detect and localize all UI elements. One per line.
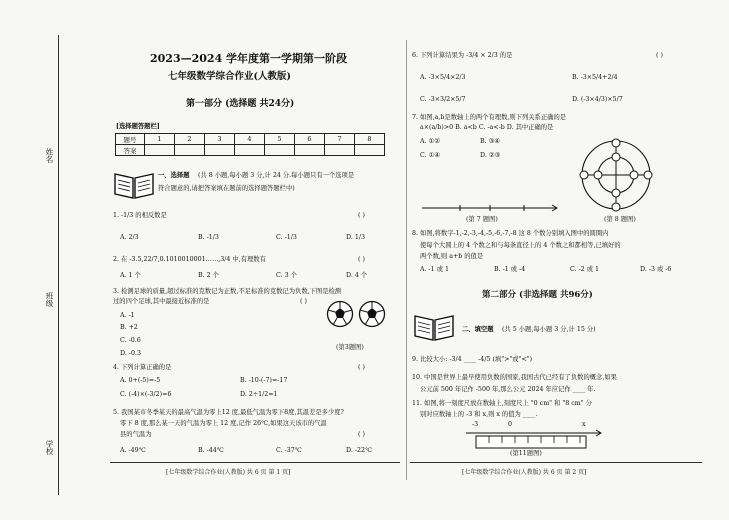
answer-table xyxy=(115,133,385,156)
answer-cell[interactable] xyxy=(265,145,295,156)
q-number: 1 xyxy=(145,134,175,145)
row-label-number: 题号 xyxy=(116,134,145,145)
ruler-figure xyxy=(464,429,604,451)
q4-option-c[interactable]: C. (-4)×(-3/2)=6 xyxy=(120,391,172,398)
column-divider xyxy=(406,40,407,480)
q10-stem: 10. 中国是世界上最早使用负数的国家,我国古代已经有了负数的概念,如果 xyxy=(412,374,617,381)
q11-figure-label: (第11题图) xyxy=(510,450,542,457)
q7-stem-2: a×(a/b)>0 B. a<b C. -a<-b D. 其中正确的是 xyxy=(420,124,554,131)
q-number: 4 xyxy=(235,134,265,145)
q2-stem: 2. 在 -3.5,22/7,0.1010010001……,3/4 中,有理数有 xyxy=(113,256,266,263)
page-footer-right: [七年级数学综合作业(人教版) 共 6 页 第 2 页] xyxy=(462,469,587,476)
answer-table-header-row xyxy=(116,134,385,145)
answer-cell[interactable] xyxy=(325,145,355,156)
ruler-label-x: x xyxy=(582,421,586,428)
q3-option-b[interactable]: B. +2 xyxy=(120,324,138,331)
q5-option-c[interactable]: C. -37℃ xyxy=(276,447,302,454)
footer-divider xyxy=(110,462,400,463)
q1-option-d[interactable]: D. 1/3 xyxy=(346,234,365,241)
q7-figure-label: (第 7 题图) xyxy=(466,216,498,223)
q3-stem: 3. 检测足球的质量,超过标准的克数记为正数,不足标准的克数记为负数,下图是检测 xyxy=(113,288,342,295)
q5-option-d[interactable]: D. -22℃ xyxy=(346,447,373,454)
answer-cell[interactable] xyxy=(355,145,385,156)
answer-table-answer-row xyxy=(116,145,385,156)
section2-instructions: (共 5 小题,每小题 3 分,计 15 分) xyxy=(502,326,596,333)
q1-bracket[interactable]: ( ) xyxy=(358,212,365,219)
q-number: 5 xyxy=(265,134,295,145)
row-label-answer: 答案 xyxy=(116,145,145,156)
q2-option-c[interactable]: C. 3 个 xyxy=(276,272,297,279)
q3-bracket[interactable]: ( ) xyxy=(300,298,307,305)
ruler-label-neg3: -3 xyxy=(472,421,479,428)
q4-stem: 4. 下列计算正确的是 xyxy=(113,364,172,371)
answer-cell[interactable] xyxy=(235,145,265,156)
q8-option-c[interactable]: C. -2 或 1 xyxy=(570,266,600,273)
section1-instructions-2: 符合题意的,请把答案填在题前的选择题答题栏中) xyxy=(158,185,295,192)
q-number: 3 xyxy=(205,134,235,145)
q7-option-d[interactable]: D. ②③ xyxy=(480,152,501,159)
q1-stem: 1. -1/3 的相反数是 xyxy=(113,212,167,219)
part1-title: 第一部分 (选择题 共24分) xyxy=(186,99,295,109)
q3-option-a[interactable]: A. -1 xyxy=(120,312,135,319)
q7-option-b[interactable]: B. ③④ xyxy=(480,138,500,145)
q11-stem: 11. 如图,将一刻度尺放在数轴上,刻度尺上 "0 cm" 和 "8 cm" 分 xyxy=(412,400,592,407)
q2-option-b[interactable]: B. 2 个 xyxy=(198,272,219,279)
answer-cell[interactable] xyxy=(205,145,235,156)
section1-heading: 一、选择题 xyxy=(158,172,190,179)
book-icon xyxy=(112,168,156,200)
answer-cell[interactable] xyxy=(175,145,205,156)
circle-diagram-figure xyxy=(568,138,664,212)
q3-figure-label: (第3题图) xyxy=(336,344,364,351)
soccer-ball-icon xyxy=(326,300,354,328)
book-icon xyxy=(412,310,456,342)
q8-option-a[interactable]: A. -1 或 1 xyxy=(420,266,449,273)
answer-table-caption: [选择题答题栏] xyxy=(116,123,160,130)
q11-stem-2: 别对应数轴上的 -3 和 x,则 x 的值为 ____. xyxy=(420,411,538,418)
q6-stem: 6. 下列计算结果为 -3/4 × 2/3 的是 xyxy=(412,52,513,59)
q4-bracket[interactable]: ( ) xyxy=(358,364,365,371)
q10-stem-2: 公元前 500 年记作 -500 年,那么公元 2024 年应记作 ____ 年. xyxy=(420,386,596,393)
q5-stem: 5. 我国某市冬季某天的最高气温为零上12 度,最低气温为零下8度,其温差是多少度? xyxy=(113,409,344,416)
q8-option-d[interactable]: D. -3 或 -6 xyxy=(640,266,672,273)
q5-option-b[interactable]: B. -44℃ xyxy=(198,447,224,454)
page-footer-left: [七年级数学综合作业(人教版) 共 6 页 第 1 页] xyxy=(166,469,291,476)
q7-option-c[interactable]: C. ①④ xyxy=(420,152,440,159)
q9-stem: 9. 比较大小: -3/4 ____ -4/5 (填">"或"<") xyxy=(412,356,533,363)
q3-option-d[interactable]: D. -0.3 xyxy=(120,350,141,357)
q6-option-b[interactable]: B. -3×5/4+2/4 xyxy=(572,74,618,81)
q1-option-a[interactable]: A. 2/3 xyxy=(120,234,139,241)
q2-option-a[interactable]: A. 1 个 xyxy=(120,272,141,279)
q4-option-a[interactable]: A. 0+(-5)=-5 xyxy=(120,377,161,384)
q-number: 6 xyxy=(295,134,325,145)
section2-heading: 二、填空题 xyxy=(462,326,494,333)
q1-option-b[interactable]: B. -1/3 xyxy=(198,234,219,241)
answer-cell[interactable] xyxy=(145,145,175,156)
number-line-figure xyxy=(420,200,560,216)
q8-stem-3: 两个数,则 a+b 的值是 xyxy=(420,253,484,260)
q5-stem-3: 县的气温为 xyxy=(120,431,152,438)
binding-line xyxy=(58,35,59,495)
q8-stem: 8. 如图,将数字-1,-2,-3,-4,-5,-6,-7,-8 这 8 个数分别填入图中的圆圈内 xyxy=(412,230,609,237)
q4-option-b[interactable]: B. -10-(-7)=-17 xyxy=(240,377,288,384)
q5-bracket[interactable]: ( ) xyxy=(358,431,365,438)
q2-bracket[interactable]: ( ) xyxy=(358,256,365,263)
q5-stem-2: 零下 8 度,那么某一天的气温为零上 12 度,记作 26℃,如果这天该市的气温 xyxy=(120,420,327,427)
exam-subtitle: 七年级数学综合作业(人教版) xyxy=(168,71,291,82)
q4-option-d[interactable]: D. 2÷1/2=1 xyxy=(240,391,278,398)
q6-bracket[interactable]: ( ) xyxy=(656,52,663,59)
q3-stem-2: 过的四个足球,其中最接近标准的是 xyxy=(113,298,210,305)
q8-stem-2: 使每个大圆上的 4 个数之和与每条直径上的 4 个数之和都相等,已填好的 xyxy=(420,242,621,249)
ruler-label-0: 0 xyxy=(508,421,513,428)
school-label: 学校 xyxy=(45,440,54,455)
soccer-ball-icon xyxy=(358,300,386,328)
q2-option-d[interactable]: D. 4 个 xyxy=(346,272,368,279)
answer-cell[interactable] xyxy=(295,145,325,156)
q6-option-a[interactable]: A. -3×5/4×2/3 xyxy=(420,74,466,81)
q1-option-c[interactable]: C. -1/3 xyxy=(276,234,297,241)
part2-title: 第二部分 (非选择题 共96分) xyxy=(482,290,593,300)
section1-instructions: (共 8 小题,每小题 3 分,计 24 分.每小题只有一个选项是 xyxy=(198,172,355,179)
q7-stem: 7. 如图,a,b是数轴上的两个有理数,则下列关系正确的是 xyxy=(412,114,567,121)
q-number: 2 xyxy=(175,134,205,145)
q-number: 8 xyxy=(355,134,385,145)
footer-divider xyxy=(410,462,702,463)
q6-option-d[interactable]: D. (-3×4/3)×5/7 xyxy=(572,96,623,103)
q7-option-a[interactable]: A. ①② xyxy=(420,138,440,145)
q3-option-c[interactable]: C. -0.6 xyxy=(120,337,141,344)
q8-option-b[interactable]: B. -1 或 -4 xyxy=(494,266,526,273)
q5-option-a[interactable]: A. -49℃ xyxy=(120,447,146,454)
name-label: 姓名 xyxy=(45,148,54,163)
q-number: 7 xyxy=(325,134,355,145)
q6-option-c[interactable]: C. -3×3/2×5/7 xyxy=(420,96,466,103)
q8-figure-label: (第 8 题图) xyxy=(604,216,636,223)
exam-title: 2023—2024 学年度第一学期第一阶段 xyxy=(150,52,348,65)
class-label: 班级 xyxy=(45,292,54,307)
